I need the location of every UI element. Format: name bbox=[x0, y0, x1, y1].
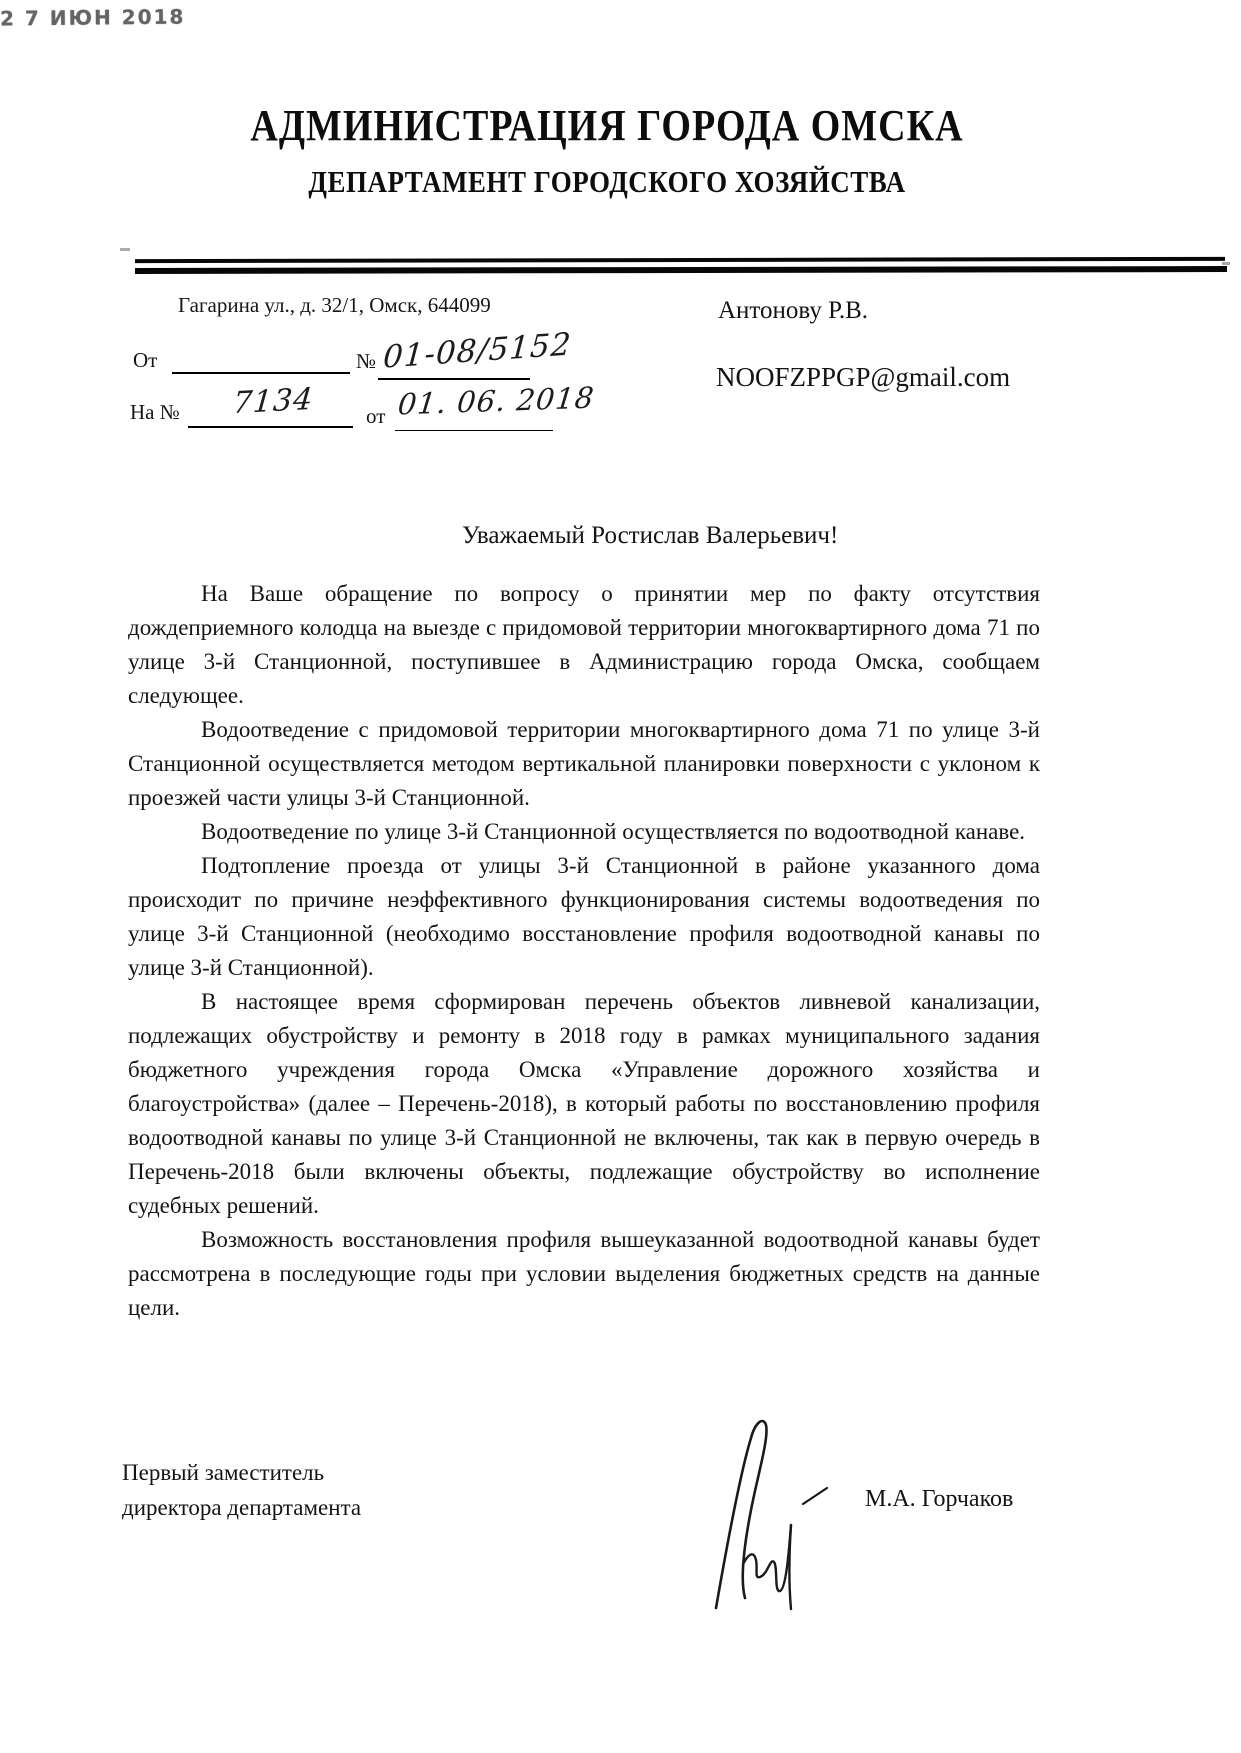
incoming-number-handwritten: 7134 bbox=[231, 381, 315, 422]
from-date-underline bbox=[172, 350, 350, 374]
signer-position-line2: директора департамента bbox=[122, 1495, 362, 1520]
paragraph: Подтопление проезда от улицы 3-й Станционной в районе указанного дома происходит по причине неэффективного функционирования системы водоотведения по улице 3-й Станционной (необходимо восстановление профиля водоотводной канавы по улице 3-й Станционной). bbox=[128, 853, 1040, 980]
paragraph: На Ваше обращение по вопросу о принятии мер по факту отсутствия дождеприемного колодца на выезде с придомовой территории многоквартирного дома 71 по улице 3-й Станционной, поступившее в Администрацию города Омска, сообщаем следующее. bbox=[128, 581, 1040, 708]
paragraph: Водоотведение с придомовой территории многоквартирного дома 71 по улице 3-й Станционной осуществляется методом вертикальной планировки поверхности с уклоном к проезжей части улицы 3-й Станционной. bbox=[128, 717, 1040, 810]
department-title: ДЕПАРТАМЕНТ ГОРОДСКОГО ХОЗЯЙСТВА bbox=[308, 165, 906, 199]
scan-speck bbox=[1222, 262, 1230, 265]
header-divider-top bbox=[135, 257, 1225, 263]
salutation: Уважаемый Ростислав Валерьевич! bbox=[462, 522, 839, 549]
scan-speck bbox=[120, 248, 130, 251]
reply-date-label: от bbox=[366, 404, 386, 428]
paragraph: Водоотведение по улице 3-й Станционной осуществляется по водоотводной канаве. bbox=[201, 819, 1026, 844]
header-divider-bottom bbox=[135, 266, 1227, 274]
recipient-name: Антонову Р.В. bbox=[718, 297, 869, 324]
handwritten-signature-icon bbox=[688, 1412, 868, 1627]
signer-position bbox=[122, 1455, 361, 1525]
organization-title: АДМИНИСТРАЦИЯ ГОРОДА ОМСКА bbox=[250, 101, 964, 151]
signer-name: М.А. Горчаков bbox=[865, 1486, 1014, 1512]
outgoing-number-handwritten: 01-08/5152 bbox=[381, 326, 573, 376]
number-label: № bbox=[356, 349, 377, 373]
signer-position-line1: Первый заместитель bbox=[122, 1460, 325, 1485]
paragraph: В настоящее время сформирован перечень объектов ливневой канализации, подлежащих обустройству и ремонту в 2018 году в рамках муниципального задания бюджетного учреждения города Омска «Управление дорожного хозяйства и благоустройства» (далее – Перечень-2018), в который работы по восстановлению профиля водоотводной канавы по улице 3-й Станционной не включены, так как в первую очередь в Перечень-2018 были включены объекты, подлежащие обустройству во исполнение судебных решений. bbox=[128, 989, 1040, 1218]
reply-to-number-label: На № bbox=[130, 400, 180, 424]
letter-body bbox=[128, 577, 1040, 1325]
sender-address: Гагарина ул., д. 32/1, Омск, 644099 bbox=[178, 293, 491, 317]
from-label: От bbox=[133, 348, 158, 372]
date-stamp: 2 7 ИЮН 2018 bbox=[0, 4, 186, 31]
incoming-date-handwritten: 01. 06. 2018 bbox=[396, 380, 597, 422]
paragraph: Возможность восстановления профиля вышеуказанной водоотводной канавы будет рассмотрена в последующие годы при условии выделения бюджетных средств на данные цели. bbox=[128, 1227, 1040, 1320]
recipient-email: NOOFZPPGP@gmail.com bbox=[716, 362, 1011, 392]
